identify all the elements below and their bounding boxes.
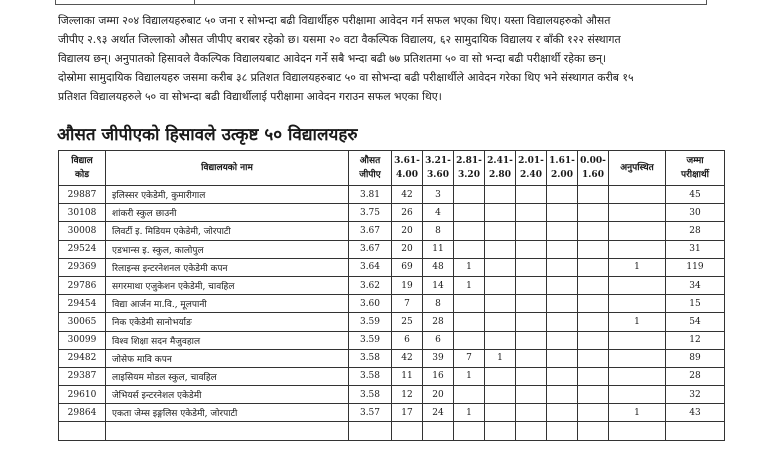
summary-paragraph <box>58 11 708 106</box>
school-code: 29387 <box>59 367 106 385</box>
paragraph-line: जीपीए २.९३ अर्थात जिल्लाको औसत जीपीए बराबर रहेको छ। यसमा २० वटा वैकल्पिक विद्यालय, ६२ सामुदायिक विद्यालय र बाँकी १२२ संस्थागत <box>58 33 621 46</box>
count-range-2: 4 <box>423 204 454 222</box>
previous-table-edge <box>55 0 707 5</box>
header-range-1 <box>392 151 423 186</box>
absent-count <box>609 240 666 258</box>
count-range-5 <box>516 313 547 331</box>
total-examinees: 28 <box>666 367 725 385</box>
absent-count <box>609 386 666 404</box>
range-5-high: 2.40 <box>520 170 542 180</box>
count-range-3 <box>454 386 485 404</box>
header-code-line1: विद्याल <box>71 156 93 166</box>
count-range-2: 8 <box>423 295 454 313</box>
absent-count <box>609 367 666 385</box>
total-examinees: 15 <box>666 295 725 313</box>
average-gpa: 3.67 <box>349 240 392 258</box>
count-range-6 <box>547 258 578 276</box>
count-range-7 <box>578 258 609 276</box>
count-range-6 <box>547 404 578 422</box>
school-name: विश्व शिक्षा सदन मैजुवहाल <box>106 331 349 349</box>
count-range-5 <box>516 222 547 240</box>
count-range-2: 11 <box>423 240 454 258</box>
count-range-4 <box>485 276 516 294</box>
count-range-7 <box>578 240 609 258</box>
count-range-3: 7 <box>454 349 485 367</box>
count-range-3 <box>454 313 485 331</box>
count-range-5 <box>516 422 547 440</box>
absent-count: 1 <box>609 258 666 276</box>
count-range-6 <box>547 186 578 204</box>
school-code: 30065 <box>59 313 106 331</box>
table-row <box>59 222 725 240</box>
total-examinees: 43 <box>666 404 725 422</box>
count-range-2: 14 <box>423 276 454 294</box>
table-row <box>59 367 725 385</box>
count-range-7 <box>578 349 609 367</box>
range-2-low: 3.21- <box>425 156 451 166</box>
count-range-7 <box>578 222 609 240</box>
header-code <box>59 151 106 186</box>
count-range-4 <box>485 422 516 440</box>
count-range-3: 1 <box>454 367 485 385</box>
count-range-3 <box>454 240 485 258</box>
school-name: सगरमाथा एजुकेशन एकेडेमी, चावहिल <box>106 276 349 294</box>
school-name: निक एकेडेमी सानोभर्याङ <box>106 313 349 331</box>
average-gpa: 3.58 <box>349 367 392 385</box>
school-code: 29864 <box>59 404 106 422</box>
header-range-3 <box>454 151 485 186</box>
school-name <box>106 422 349 440</box>
count-range-1: 69 <box>392 258 423 276</box>
count-range-7 <box>578 295 609 313</box>
count-range-3: 1 <box>454 404 485 422</box>
paragraph-line: प्रतिशत विद्यालयहरुले ५० वा सोभन्दा बढी विद्यार्थीलाई परीक्षामा आवेदन गराउन सफल भएका थिए। <box>58 90 442 103</box>
average-gpa: 3.57 <box>349 404 392 422</box>
count-range-3: 1 <box>454 258 485 276</box>
count-range-1 <box>392 422 423 440</box>
absent-count <box>609 204 666 222</box>
header-total-line2: परीक्षार्थी <box>681 170 709 180</box>
count-range-6 <box>547 295 578 313</box>
table-row <box>59 422 725 440</box>
count-range-6 <box>547 204 578 222</box>
table-row <box>59 349 725 367</box>
count-range-4 <box>485 295 516 313</box>
range-7-high: 1.60 <box>582 170 604 180</box>
count-range-2 <box>423 422 454 440</box>
school-name: विद्या आर्जन मा.वि., मूलपानी <box>106 295 349 313</box>
school-code: 29369 <box>59 258 106 276</box>
table-row <box>59 404 725 422</box>
count-range-4 <box>485 258 516 276</box>
count-range-6 <box>547 276 578 294</box>
average-gpa: 3.59 <box>349 313 392 331</box>
total-examinees: 54 <box>666 313 725 331</box>
count-range-7 <box>578 386 609 404</box>
range-3-low: 2.81- <box>456 156 482 166</box>
total-examinees: 119 <box>666 258 725 276</box>
count-range-5 <box>516 295 547 313</box>
total-examinees: 34 <box>666 276 725 294</box>
average-gpa: 3.58 <box>349 386 392 404</box>
header-absent: अनुपस्थित <box>609 151 666 186</box>
count-range-2: 48 <box>423 258 454 276</box>
table-row <box>59 258 725 276</box>
table-row <box>59 186 725 204</box>
header-range-6 <box>547 151 578 186</box>
header-range-2 <box>423 151 454 186</box>
count-range-4 <box>485 204 516 222</box>
count-range-1: 12 <box>392 386 423 404</box>
table-row <box>59 295 725 313</box>
average-gpa: 3.60 <box>349 295 392 313</box>
count-range-3 <box>454 186 485 204</box>
count-range-5 <box>516 367 547 385</box>
count-range-5 <box>516 386 547 404</box>
table-row <box>59 276 725 294</box>
total-examinees: 12 <box>666 331 725 349</box>
count-range-4: 1 <box>485 349 516 367</box>
count-range-1: 17 <box>392 404 423 422</box>
table-row <box>59 204 725 222</box>
range-2-high: 3.60 <box>427 170 449 180</box>
count-range-1: 19 <box>392 276 423 294</box>
school-name: शांकरी स्कुल छाउनी <box>106 204 349 222</box>
count-range-4 <box>485 367 516 385</box>
count-range-2: 24 <box>423 404 454 422</box>
school-name: एकता जेम्स इङ्गलिस एकेडेमी, जोरपाटी <box>106 404 349 422</box>
count-range-5 <box>516 276 547 294</box>
count-range-5 <box>516 186 547 204</box>
header-range-7 <box>578 151 609 186</box>
average-gpa: 3.64 <box>349 258 392 276</box>
count-range-7 <box>578 276 609 294</box>
school-code: 29524 <box>59 240 106 258</box>
section-heading: औसत जीपीएको हिसावले उत्कृष्ट ५० विद्यालयहरु <box>57 125 358 145</box>
count-range-6 <box>547 367 578 385</box>
average-gpa: 3.59 <box>349 331 392 349</box>
count-range-3 <box>454 295 485 313</box>
school-code: 30108 <box>59 204 106 222</box>
count-range-1: 42 <box>392 349 423 367</box>
absent-count: 1 <box>609 313 666 331</box>
count-range-1: 25 <box>392 313 423 331</box>
count-range-4 <box>485 386 516 404</box>
total-examinees: 28 <box>666 222 725 240</box>
paragraph-line: दोस्रोमा सामुदायिक विद्यालयहरु जसमा करीब ३८ प्रतिशत विद्यालयहरुबाट ५० वा सोभन्दा बढी परीक्षार्थीले आवेदन गरेका थिए भने संस्थागत करीब १५ <box>58 71 634 84</box>
school-name: जेभियर्स इन्टरनेशल एकेडेमी <box>106 386 349 404</box>
count-range-3 <box>454 422 485 440</box>
count-range-2: 3 <box>423 186 454 204</box>
average-gpa: 3.75 <box>349 204 392 222</box>
average-gpa <box>349 422 392 440</box>
header-range-5 <box>516 151 547 186</box>
count-range-6 <box>547 240 578 258</box>
count-range-7 <box>578 313 609 331</box>
total-examinees: 32 <box>666 386 725 404</box>
count-range-1: 7 <box>392 295 423 313</box>
range-3-high: 3.20 <box>458 170 480 180</box>
range-1-low: 3.61- <box>394 156 420 166</box>
count-range-2: 28 <box>423 313 454 331</box>
table-row <box>59 240 725 258</box>
absent-count <box>609 422 666 440</box>
count-range-5 <box>516 258 547 276</box>
absent-count <box>609 186 666 204</box>
average-gpa: 3.58 <box>349 349 392 367</box>
table-row <box>59 313 725 331</box>
count-range-6 <box>547 331 578 349</box>
absent-count <box>609 276 666 294</box>
count-range-4 <box>485 186 516 204</box>
school-code <box>59 422 106 440</box>
count-range-1: 26 <box>392 204 423 222</box>
count-range-4 <box>485 313 516 331</box>
school-code: 30008 <box>59 222 106 240</box>
count-range-1: 6 <box>392 331 423 349</box>
count-range-1: 42 <box>392 186 423 204</box>
school-code: 29610 <box>59 386 106 404</box>
school-code: 29786 <box>59 276 106 294</box>
average-gpa: 3.81 <box>349 186 392 204</box>
count-range-6 <box>547 386 578 404</box>
absent-count <box>609 295 666 313</box>
school-name: रिलाइन्स इन्टरनेशनल एकेडेमी कपन <box>106 258 349 276</box>
count-range-3 <box>454 331 485 349</box>
school-name: लाइसियम मोडल स्कुल, चावहिल <box>106 367 349 385</box>
count-range-7 <box>578 404 609 422</box>
count-range-3 <box>454 204 485 222</box>
header-row <box>59 151 725 186</box>
range-1-high: 4.00 <box>396 170 418 180</box>
average-gpa: 3.62 <box>349 276 392 294</box>
absent-count <box>609 349 666 367</box>
school-code: 29482 <box>59 349 106 367</box>
total-examinees: 30 <box>666 204 725 222</box>
school-name: जोसेफ मावि कपन <box>106 349 349 367</box>
paragraph-line: जिल्लाका जम्मा २०४ विद्यालयहरुबाट ५० जना र सोभन्दा बढी विद्यार्थीहरु परीक्षामा आवेदन गर्न सफल भएका थिए। यस्ता विद्यालयहरुको औसत <box>58 14 611 27</box>
count-range-6 <box>547 222 578 240</box>
count-range-7 <box>578 331 609 349</box>
count-range-7 <box>578 367 609 385</box>
header-name: विद्यालयको नाम <box>106 151 349 186</box>
count-range-2: 6 <box>423 331 454 349</box>
average-gpa: 3.67 <box>349 222 392 240</box>
range-4-high: 2.80 <box>489 170 511 180</box>
school-code: 29454 <box>59 295 106 313</box>
header-total-line1: जम्मा <box>686 156 704 166</box>
count-range-1: 20 <box>392 240 423 258</box>
count-range-4 <box>485 404 516 422</box>
header-range-4 <box>485 151 516 186</box>
count-range-5 <box>516 331 547 349</box>
school-name: लिवर्टी इ. मिडियम एकेडेमी, जोरपाटी <box>106 222 349 240</box>
header-code-line2: कोड <box>74 170 90 180</box>
count-range-5 <box>516 404 547 422</box>
table-body <box>59 186 725 441</box>
total-examinees: 45 <box>666 186 725 204</box>
count-range-6 <box>547 349 578 367</box>
total-examinees: 89 <box>666 349 725 367</box>
absent-count <box>609 331 666 349</box>
count-range-1: 11 <box>392 367 423 385</box>
count-range-4 <box>485 331 516 349</box>
count-range-4 <box>485 240 516 258</box>
total-examinees: 31 <box>666 240 725 258</box>
range-6-low: 1.61- <box>549 156 575 166</box>
school-name: इलिस्सर एकेडेमी, कुमारीगाल <box>106 186 349 204</box>
count-range-7 <box>578 204 609 222</box>
count-range-5 <box>516 349 547 367</box>
count-range-2: 8 <box>423 222 454 240</box>
count-range-1: 20 <box>392 222 423 240</box>
total-examinees <box>666 422 725 440</box>
absent-count: 1 <box>609 404 666 422</box>
school-name: एडभान्स इ. स्कुल, कालोपुल <box>106 240 349 258</box>
header-gpa-line2: जीपीए <box>359 170 381 180</box>
count-range-2: 39 <box>423 349 454 367</box>
count-range-3 <box>454 222 485 240</box>
top-schools-table <box>58 150 725 441</box>
previous-table-divider <box>194 0 195 4</box>
range-6-high: 2.00 <box>551 170 573 180</box>
count-range-2: 16 <box>423 367 454 385</box>
paragraph-line: विद्यालय छन्। अनुपातको हिसावले वैकल्पिक विद्यालयबाट आवेदन गर्ने सबै भन्दा बढी ७७ प्रतिशतमा ५० वा सो भन्दा बढी परीक्षार्थी रहेका छन्। <box>58 52 607 65</box>
count-range-6 <box>547 422 578 440</box>
range-5-low: 2.01- <box>518 156 544 166</box>
header-total <box>666 151 725 186</box>
table-row <box>59 331 725 349</box>
header-gpa <box>349 151 392 186</box>
count-range-4 <box>485 222 516 240</box>
table-row <box>59 386 725 404</box>
count-range-5 <box>516 240 547 258</box>
count-range-3: 1 <box>454 276 485 294</box>
count-range-7 <box>578 422 609 440</box>
school-code: 30099 <box>59 331 106 349</box>
range-4-low: 2.41- <box>487 156 513 166</box>
header-gpa-line1: औसत <box>359 156 381 166</box>
school-code: 29887 <box>59 186 106 204</box>
absent-count <box>609 222 666 240</box>
range-7-low: 0.00- <box>580 156 606 166</box>
count-range-7 <box>578 186 609 204</box>
count-range-5 <box>516 204 547 222</box>
count-range-6 <box>547 313 578 331</box>
count-range-2: 20 <box>423 386 454 404</box>
table-header <box>59 151 725 186</box>
